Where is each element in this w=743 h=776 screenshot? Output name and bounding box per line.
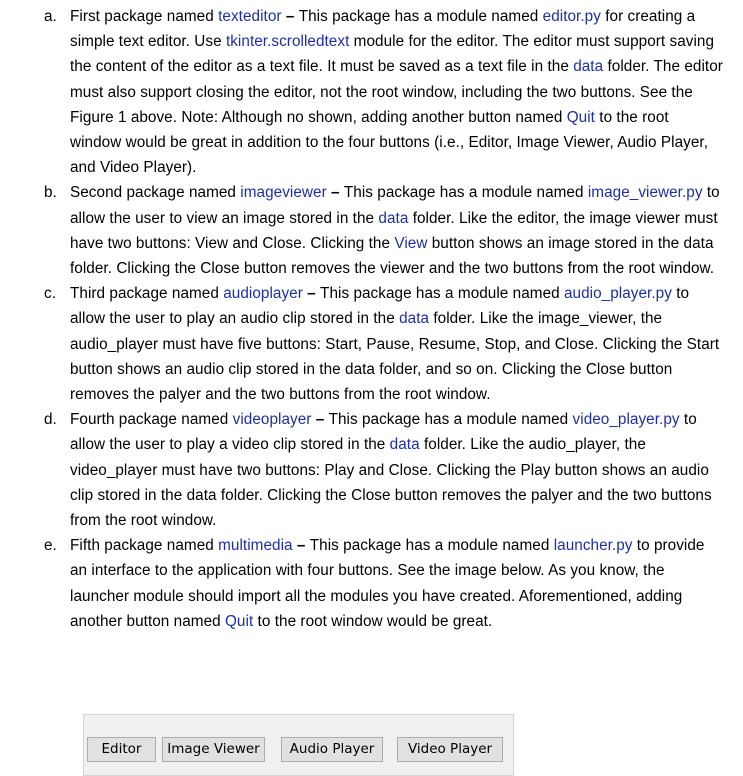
audio-player-button[interactable]: Audio Player bbox=[281, 737, 383, 762]
text-run: button shows an image stored in the data folder. Clicking the Close button removes the viewer and the two buttons from the root window. bbox=[70, 234, 715, 278]
highlighted-term: Quit bbox=[224, 612, 254, 630]
highlighted-term: editor.py bbox=[542, 8, 601, 25]
highlighted-term: texteditor bbox=[218, 8, 282, 25]
text-run: for creating a simple text editor. Use bbox=[70, 8, 696, 51]
highlighted-term: imageviewer bbox=[240, 184, 327, 202]
list-marker: b. bbox=[44, 184, 57, 202]
list-item-b bbox=[0, 180, 743, 281]
instruction-list bbox=[0, 4, 743, 634]
highlighted-term: videoplayer bbox=[232, 411, 312, 429]
list-item-text bbox=[70, 411, 712, 529]
text-run: to allow the user to play an audio clip stored in the bbox=[70, 285, 690, 328]
text-run: to allow the user to view an image stored in the bbox=[70, 184, 720, 227]
list-item-text bbox=[70, 537, 704, 630]
text-run: – bbox=[311, 411, 329, 429]
image-viewer-button[interactable]: Image Viewer bbox=[162, 737, 265, 762]
text-run: module for the editor. The editor must support saving the content of the editor as a text file. It must be saved as a text file in the bbox=[70, 33, 715, 76]
text-run: to the root window would be great in addition to the four buttons (i.e., Editor, Image Viewer, Audio Player, and Video Player). bbox=[70, 108, 709, 177]
editor-button[interactable]: Editor bbox=[87, 737, 156, 762]
highlighted-term: data bbox=[389, 436, 420, 454]
highlighted-term: Quit bbox=[566, 108, 595, 126]
text-run: to the root window would be great. bbox=[253, 612, 493, 630]
text-run: – bbox=[302, 285, 321, 303]
list-marker: c. bbox=[44, 285, 56, 303]
text-run: Fourth package named bbox=[70, 411, 233, 429]
list-marker: d. bbox=[44, 411, 57, 429]
highlighted-term: data bbox=[399, 310, 430, 328]
highlighted-term: audioplayer bbox=[223, 285, 303, 303]
highlighted-term: View bbox=[394, 234, 428, 252]
text-run: to provide an interface to the application with four buttons. See the image below. As you know, the launcher module should import all the modules you have created. Aforementioned, adding another button named bbox=[70, 537, 705, 630]
text-run: This package has a module named bbox=[298, 8, 543, 25]
highlighted-term: audio_player.py bbox=[564, 285, 672, 303]
highlighted-term: image_viewer.py bbox=[587, 184, 703, 202]
launcher-window-screenshot bbox=[83, 714, 514, 776]
text-run: folder. Like the image_viewer, the audio_player must have five buttons: Start, Pause, Resume, Stop, and Close. Clicking the Start button shows an audio clip stored in the data folder, and so on. Clicking the Close button removes the palyer and the two buttons from the root window. bbox=[70, 310, 720, 404]
highlighted-term: video_player.py bbox=[572, 411, 680, 429]
list-item-text bbox=[70, 184, 720, 277]
list-marker: a. bbox=[44, 8, 57, 25]
text-run: This package has a module named bbox=[328, 411, 573, 429]
text-run: This package has a module named bbox=[343, 184, 588, 202]
highlighted-term: data bbox=[573, 58, 604, 76]
highlighted-term: data bbox=[378, 209, 409, 227]
text-run: – bbox=[281, 8, 299, 25]
text-run: First package named bbox=[70, 8, 219, 25]
highlighted-term: tkinter.scrolledtext bbox=[225, 33, 350, 51]
list-item-text bbox=[70, 8, 723, 176]
highlighted-term: multimedia bbox=[218, 537, 293, 555]
highlighted-term: launcher.py bbox=[553, 537, 633, 555]
list-item-a bbox=[0, 4, 743, 180]
text-run: This package has a module named bbox=[309, 537, 554, 555]
text-run: Third package named bbox=[70, 285, 224, 303]
text-run: folder. Like the audio_player, the video_player must have two buttons: Play and Close. Clicking the Play button shows an audio clip stored in the data folder. Clicking the Close button removes the palyer and the two buttons from the root window. bbox=[70, 436, 712, 530]
list-item-d bbox=[0, 407, 743, 533]
list-item-text bbox=[70, 285, 719, 403]
text-run: to allow the user to play a video clip stored in the bbox=[70, 411, 697, 454]
text-run: – bbox=[326, 184, 344, 202]
list-item-c bbox=[0, 281, 743, 407]
text-run: Fifth package named bbox=[70, 537, 219, 555]
text-run: – bbox=[292, 537, 310, 555]
list-item-e bbox=[0, 533, 743, 634]
text-run: folder. Like the editor, the image viewer must have two buttons: View and Close. Clicking the bbox=[70, 209, 718, 252]
video-player-button[interactable]: Video Player bbox=[397, 737, 503, 762]
text-run: folder. The editor must also support closing the editor, not the root window, including the two buttons. See the Figure 1 above. Note: Although no shown, adding another button named bbox=[70, 58, 723, 126]
text-run: This package has a module named bbox=[320, 285, 564, 303]
text-run: Second package named bbox=[70, 184, 241, 202]
list-marker: e. bbox=[44, 537, 57, 555]
